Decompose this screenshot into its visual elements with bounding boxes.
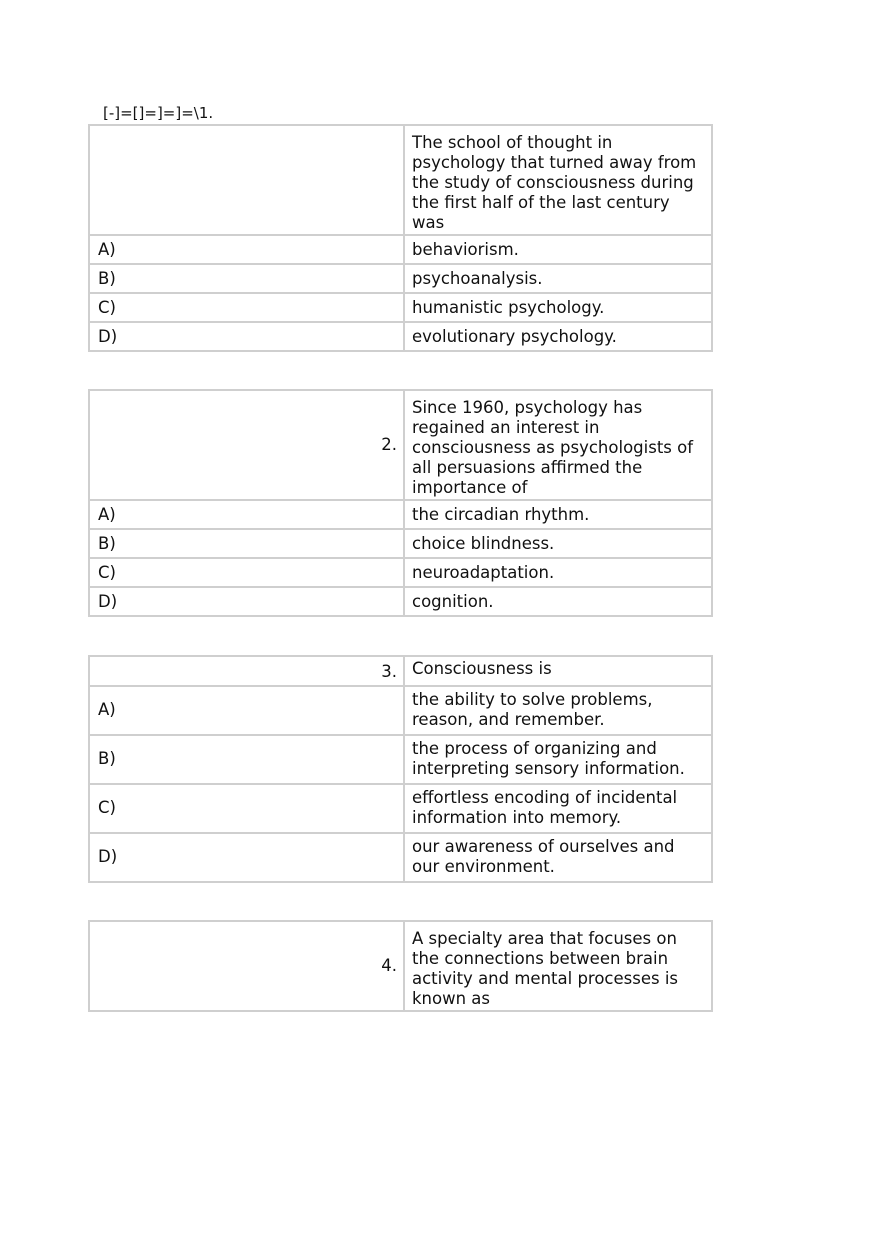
- question-stem: Consciousness is: [404, 656, 712, 686]
- question-number: 4.: [89, 921, 404, 1011]
- question-number: [89, 125, 404, 235]
- question-stem: Since 1960, psychology has regained an interest in consciousness as psychologists of all persuasions affirmed the importance of: [404, 390, 712, 500]
- option-row[interactable]: [89, 784, 712, 833]
- option-row[interactable]: [89, 293, 712, 322]
- option-row[interactable]: [89, 322, 712, 351]
- option-letter: B): [89, 264, 404, 293]
- option-letter: A): [89, 686, 404, 735]
- option-text: neuroadaptation.: [404, 558, 712, 587]
- question-stem-row: [89, 125, 712, 235]
- option-row[interactable]: [89, 735, 712, 784]
- question-stem-row: [89, 921, 712, 1011]
- question-stem: A specialty area that focuses on the connections between brain activity and mental processes is known as: [404, 921, 712, 1011]
- option-text: psychoanalysis.: [404, 264, 712, 293]
- option-text: effortless encoding of incidental information into memory.: [404, 784, 712, 833]
- option-row[interactable]: [89, 558, 712, 587]
- question-table-3: [88, 655, 713, 883]
- option-row[interactable]: [89, 235, 712, 264]
- option-letter: B): [89, 529, 404, 558]
- page-header: [-]=[]=]=]=\1.: [103, 104, 214, 122]
- option-letter: A): [89, 235, 404, 264]
- option-row[interactable]: [89, 529, 712, 558]
- option-text: choice blindness.: [404, 529, 712, 558]
- option-text: the process of organizing and interpreting sensory information.: [404, 735, 712, 784]
- option-letter: D): [89, 322, 404, 351]
- question-table-4: [88, 920, 713, 1012]
- option-letter: C): [89, 784, 404, 833]
- option-text: behaviorism.: [404, 235, 712, 264]
- question-table-2: [88, 389, 713, 617]
- option-row[interactable]: [89, 500, 712, 529]
- option-text: cognition.: [404, 587, 712, 616]
- option-text: humanistic psychology.: [404, 293, 712, 322]
- option-letter: C): [89, 558, 404, 587]
- question-number: 3.: [89, 656, 404, 686]
- option-letter: A): [89, 500, 404, 529]
- option-row[interactable]: [89, 264, 712, 293]
- question-stem-row: [89, 656, 712, 686]
- question-number: 2.: [89, 390, 404, 500]
- option-text: evolutionary psychology.: [404, 322, 712, 351]
- option-letter: D): [89, 833, 404, 882]
- option-text: the circadian rhythm.: [404, 500, 712, 529]
- option-letter: B): [89, 735, 404, 784]
- option-text: our awareness of ourselves and our environment.: [404, 833, 712, 882]
- option-row[interactable]: [89, 833, 712, 882]
- question-table-1: [88, 124, 713, 352]
- option-letter: C): [89, 293, 404, 322]
- option-letter: D): [89, 587, 404, 616]
- question-stem: The school of thought in psychology that turned away from the study of consciousness during the first half of the last century was: [404, 125, 712, 235]
- option-text: the ability to solve problems, reason, and remember.: [404, 686, 712, 735]
- question-stem-row: [89, 390, 712, 500]
- option-row[interactable]: [89, 587, 712, 616]
- option-row[interactable]: [89, 686, 712, 735]
